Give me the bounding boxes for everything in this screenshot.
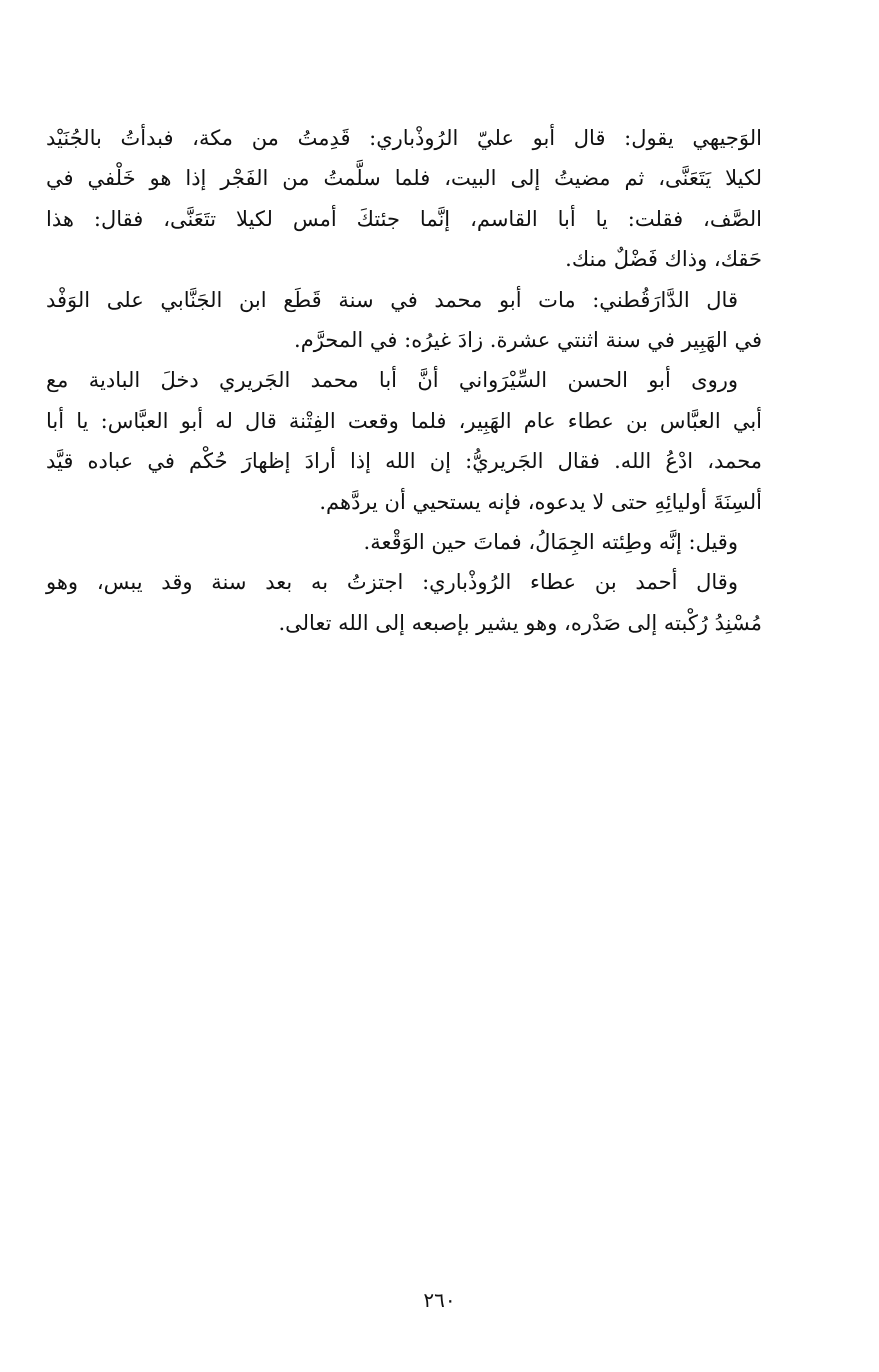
- text-line: حَقك، وذاك فَضْلٌ منك.: [565, 247, 762, 272]
- paragraph-5: [46, 562, 762, 643]
- paragraph-4: [46, 522, 762, 562]
- paragraph-3: [46, 360, 762, 522]
- text-line: لكيلا يَتَعَنَّى، ثم مضيتُ إلى البيت، فلما سلَّمتُ من الفَجْر إذا هو خَلْفي في: [46, 166, 762, 191]
- paragraph-1: [46, 118, 762, 280]
- body-text: [46, 118, 762, 643]
- text-line: أبي العبَّاس بن عطاء عام الهَبِير، فلما وقعت الفِتْنة قال له أبو العبَّاس: يا أبا: [46, 408, 762, 433]
- paragraph-2: [46, 280, 762, 361]
- text-line: ألسِنَةَ أوليائِهِ حتى لا يدعوه، فإنه يستحيي أن يردَّهم.: [319, 489, 762, 514]
- text-line: وقال أحمد بن عطاء الرُوذْباري: اجتزتُ به بعد سنة وقد يبس، وهو: [46, 570, 738, 595]
- text-line: وقيل: إنَّه وطِئته الجِمَالُ، فماتَ حين الوَقْعة.: [363, 530, 738, 555]
- text-line: وروى أبو الحسن السِّيْرَواني أنَّ أبا محمد الجَريري دخلَ البادية مع: [46, 368, 738, 393]
- text-line: في الهَبِير في سنة اثنتي عشرة. زادَ غيرُه: في المحرَّم.: [294, 328, 762, 353]
- page-number: ٢٦٠: [423, 1288, 456, 1312]
- text-line: محمد، ادْعُ الله. فقال الجَريريُّ: إن الله إذا أرادَ إظهارَ حُكْم في عباده قيَّد: [46, 449, 762, 474]
- text-line: الصَّف، فقلت: يا أبا القاسم، إنَّما جئتكَ أمس لكيلا تتَعَنَّى، فقال: هذا: [46, 206, 762, 231]
- text-line: قال الدَّارَقُطني: مات أبو محمد في سنة قَطَع ابن الجَنَّابي على الوَفْد: [46, 287, 738, 312]
- text-line: الوَجيهي يقول: قال أبو عليّ الرُوذْباري: قَدِمتُ من مكة، فبدأتُ بالجُنَيْد: [46, 126, 762, 150]
- text-line: مُسْنِدُ رُكْبته إلى صَدْره، وهو يشير بإصبعه إلى الله تعالى.: [278, 610, 762, 635]
